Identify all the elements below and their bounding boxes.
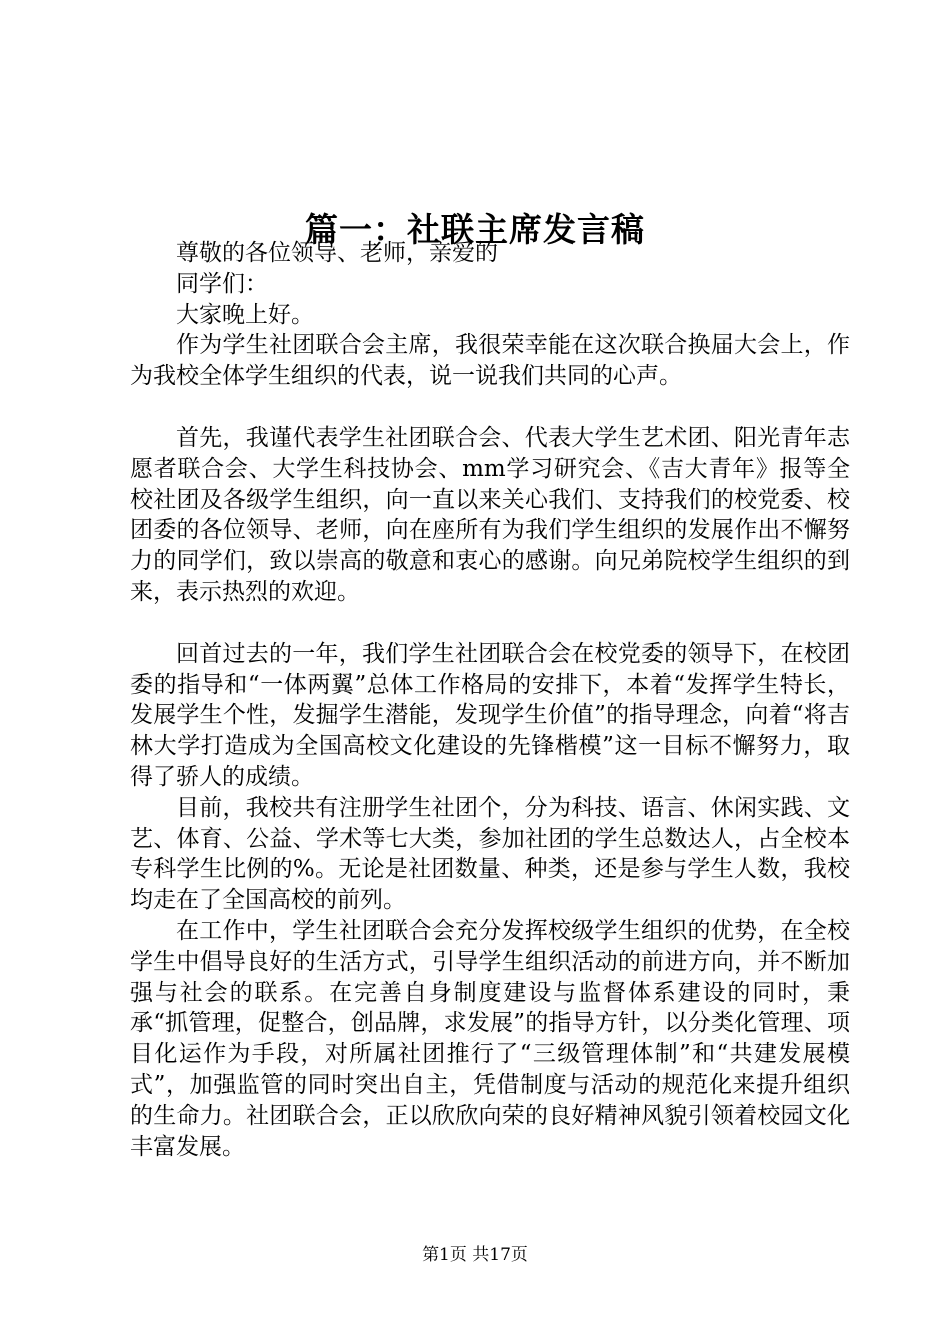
paragraph-status: 目前，我校共有注册学生社团个，分为科技、语言、休闲实践、文艺、体育、公益、学术等七大类，参加社团的学生总数达人，占全校本专科学生比例的%。无论是社团数量、种类，还是参与学生人数，我校均走在了全国高校的前列。: [130, 794, 850, 914]
greeting-line-2: 同学们：: [176, 270, 268, 297]
document-body: [130, 238, 850, 1162]
greeting-line-1: 尊敬的各位领导、老师，亲爱的: [176, 240, 498, 266]
paragraph-review: 回首过去的一年，我们学生社团联合会在校党委的领导下，在校团委的指导和“一体两翼”总体工作格局的安排下，本着“发挥学生特长，发展学生个性，发掘学生潜能，发现学生价值”的指导理念，向着“将吉林大学打造成为全国高校文化建设的先锋楷模”这一目标不懈努力，取得了骄人的成绩。: [130, 640, 850, 790]
paragraph-intro: 作为学生社团联合会主席，我很荣幸能在这次联合换届大会上，作为我校全体学生组织的代表，说一说我们共同的心声。: [130, 332, 850, 390]
greeting-line-3: 大家晚上好。: [176, 301, 314, 328]
page-number-footer: 第1页 共17页: [422, 1245, 528, 1265]
paragraph-work: 在工作中，学生社团联合会充分发挥校级学生组织的优势，在全校学生中倡导良好的生活方式，引导学生组织活动的前进方向，并不断加强与社会的联系。在完善自身制度建设与监督体系建设的同时，秉承“抓管理，促整合，创品牌，求发展”的指导方针，以分类化管理、项目化运作为手段，对所属社团推行了“三级管理体制”和“共建发展模式”，加强监管的同时突出自主，凭借制度与活动的规范化来提升组织的生命力。社团联合会，正以欣欣向荣的良好精神风貌引领着校园文化丰富发展。: [130, 917, 850, 1160]
document-title: 篇一：社联主席发言稿: [305, 210, 645, 250]
paragraph-thanks: 首先，我谨代表学生社团联合会、代表大学生艺术团、阳光青年志愿者联合会、大学生科技协会、mm学习研究会、《吉大青年》报等全校社团及各级学生组织，向一直以来关心我们、支持我们的校党委、校团委的各位领导、老师，向在座所有为我们学生组织的发展作出不懈努力的同学们，致以崇高的敬意和衷心的感谢。向兄弟院校学生组织的到来，表示热烈的欢迎。: [130, 424, 850, 605]
